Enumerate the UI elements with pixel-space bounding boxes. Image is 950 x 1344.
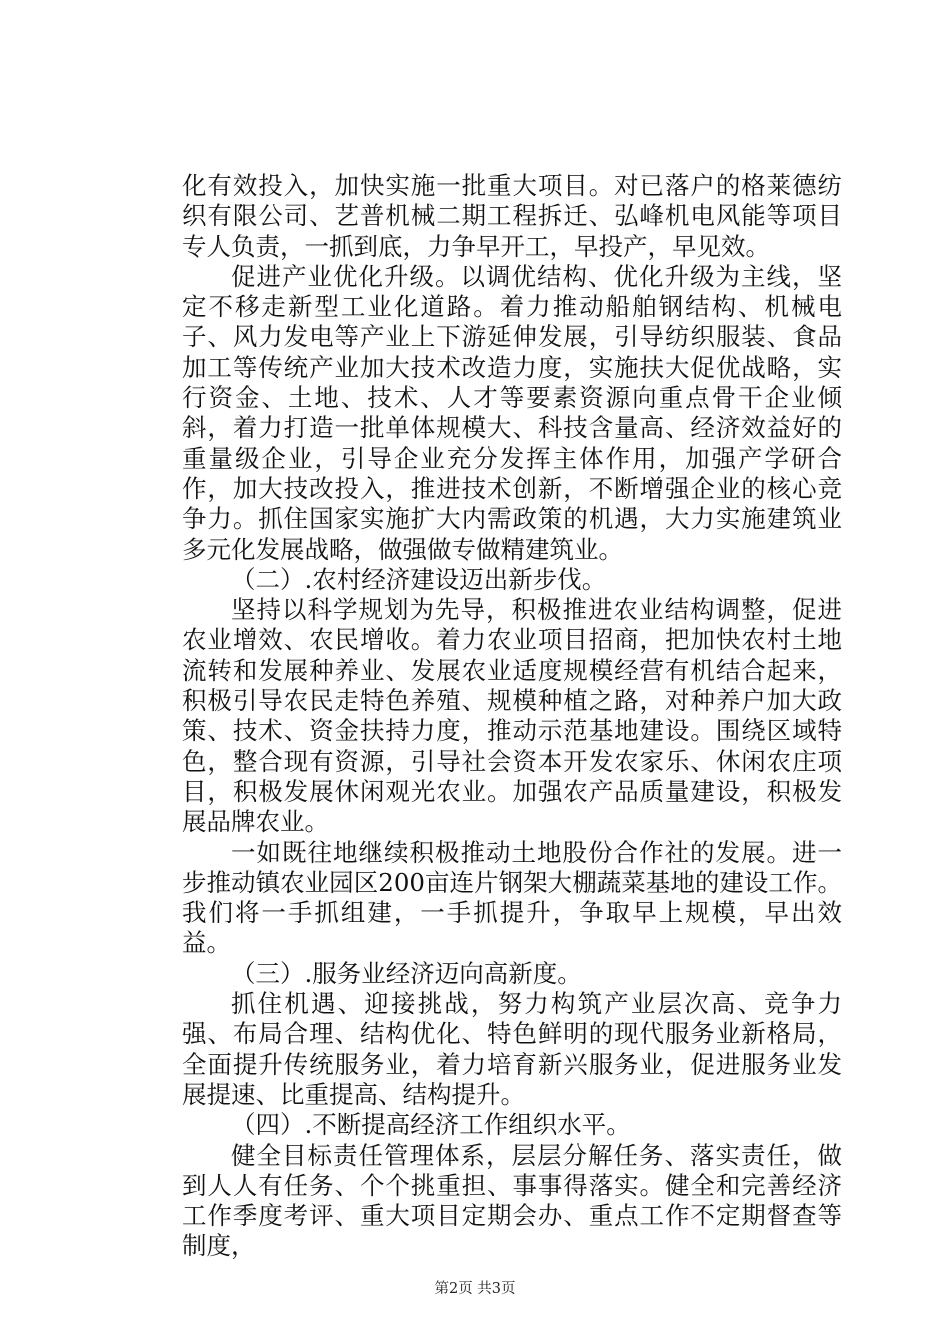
document-body [182, 171, 842, 1262]
section-heading-rural-economy: （二）.农村经济建设迈出新步伐。 [231, 564, 607, 594]
paragraph-target-responsibility: 健全目标责任管理体系，层层分解任务、落实责任，做到人人有任务、个个挑重担、事事得落实。健全和完善经济工作季度考评、重大项目定期会办、重点工作不定期督查等制度， [182, 1140, 842, 1261]
paragraph-continuation: 化有效投入，加快实施一批重大项目。对已落户的格莱德纺织有限公司、艺普机械二期工程拆迁、弘峰机电风能等项目专人负责，一抓到底，力争早开工，早投产，早见效。 [182, 171, 842, 261]
paragraph-land-cooperative: 一如既往地继续积极推动土地股份合作社的发展。进一步推动镇农业园区200亩连片钢架大棚蔬菜基地的建设工作。我们将一手抓组建，一手抓提升，争取早上规模，早出效益。 [182, 837, 842, 958]
section-heading-organization: （四）.不断提高经济工作组织水平。 [231, 1110, 631, 1140]
paragraph-industry-upgrade: 促进产业优化升级。以调优结构、优化升级为主线，坚定不移走新型工业化道路。着力推动船舶钢结构、机械电子、风力发电等产业上下游延伸发展，引导纺织服装、食品加工等传统产业加大技术改造力度，实施扶大促优战略，实行资金、土地、技术、人才等要素资源向重点骨干企业倾斜，着力打造一批单体规模大、科技含量高、经济效益好的重量级企业，引导企业充分发挥主体作用，加强产学研合作，加大技改投入，推进技术创新，不断增强企业的核心竞争力。抓住国家实施扩大内需政策的机遇，大力实施建筑业多元化发展战略，做强做专做精建筑业。 [182, 261, 842, 564]
paragraph-service-industry: 抓住机遇、迎接挑战，努力构筑产业层次高、竞争力强、布局合理、结构优化、特色鲜明的现代服务业新格局，全面提升传统服务业，着力培育新兴服务业，促进服务业发展提速、比重提高、结构提升。 [182, 989, 842, 1109]
paragraph-agriculture-structure: 坚持以科学规划为先导，积极推进农业结构调整，促进农业增效、农民增收。着力农业项目招商，把加快农村土地流转和发展种养业、发展农业适度规模经营有机结合起来，积极引导农民走特色养殖、规模种植之路，对种养户加大政策、技术、资金扶持力度，推动示范基地建设。围绕区域特色，整合现有资源，引导社会资本开发农家乐、休闲农庄项目，积极发展休闲观光农业。加强农产品质量建设，积极发展品牌农业。 [182, 595, 842, 837]
section-heading-service-industry: （三）.服务业经济迈向高新度。 [231, 958, 582, 988]
page-footer [0, 1277, 950, 1298]
page-number-label: 第2页 共3页 [434, 1281, 516, 1297]
